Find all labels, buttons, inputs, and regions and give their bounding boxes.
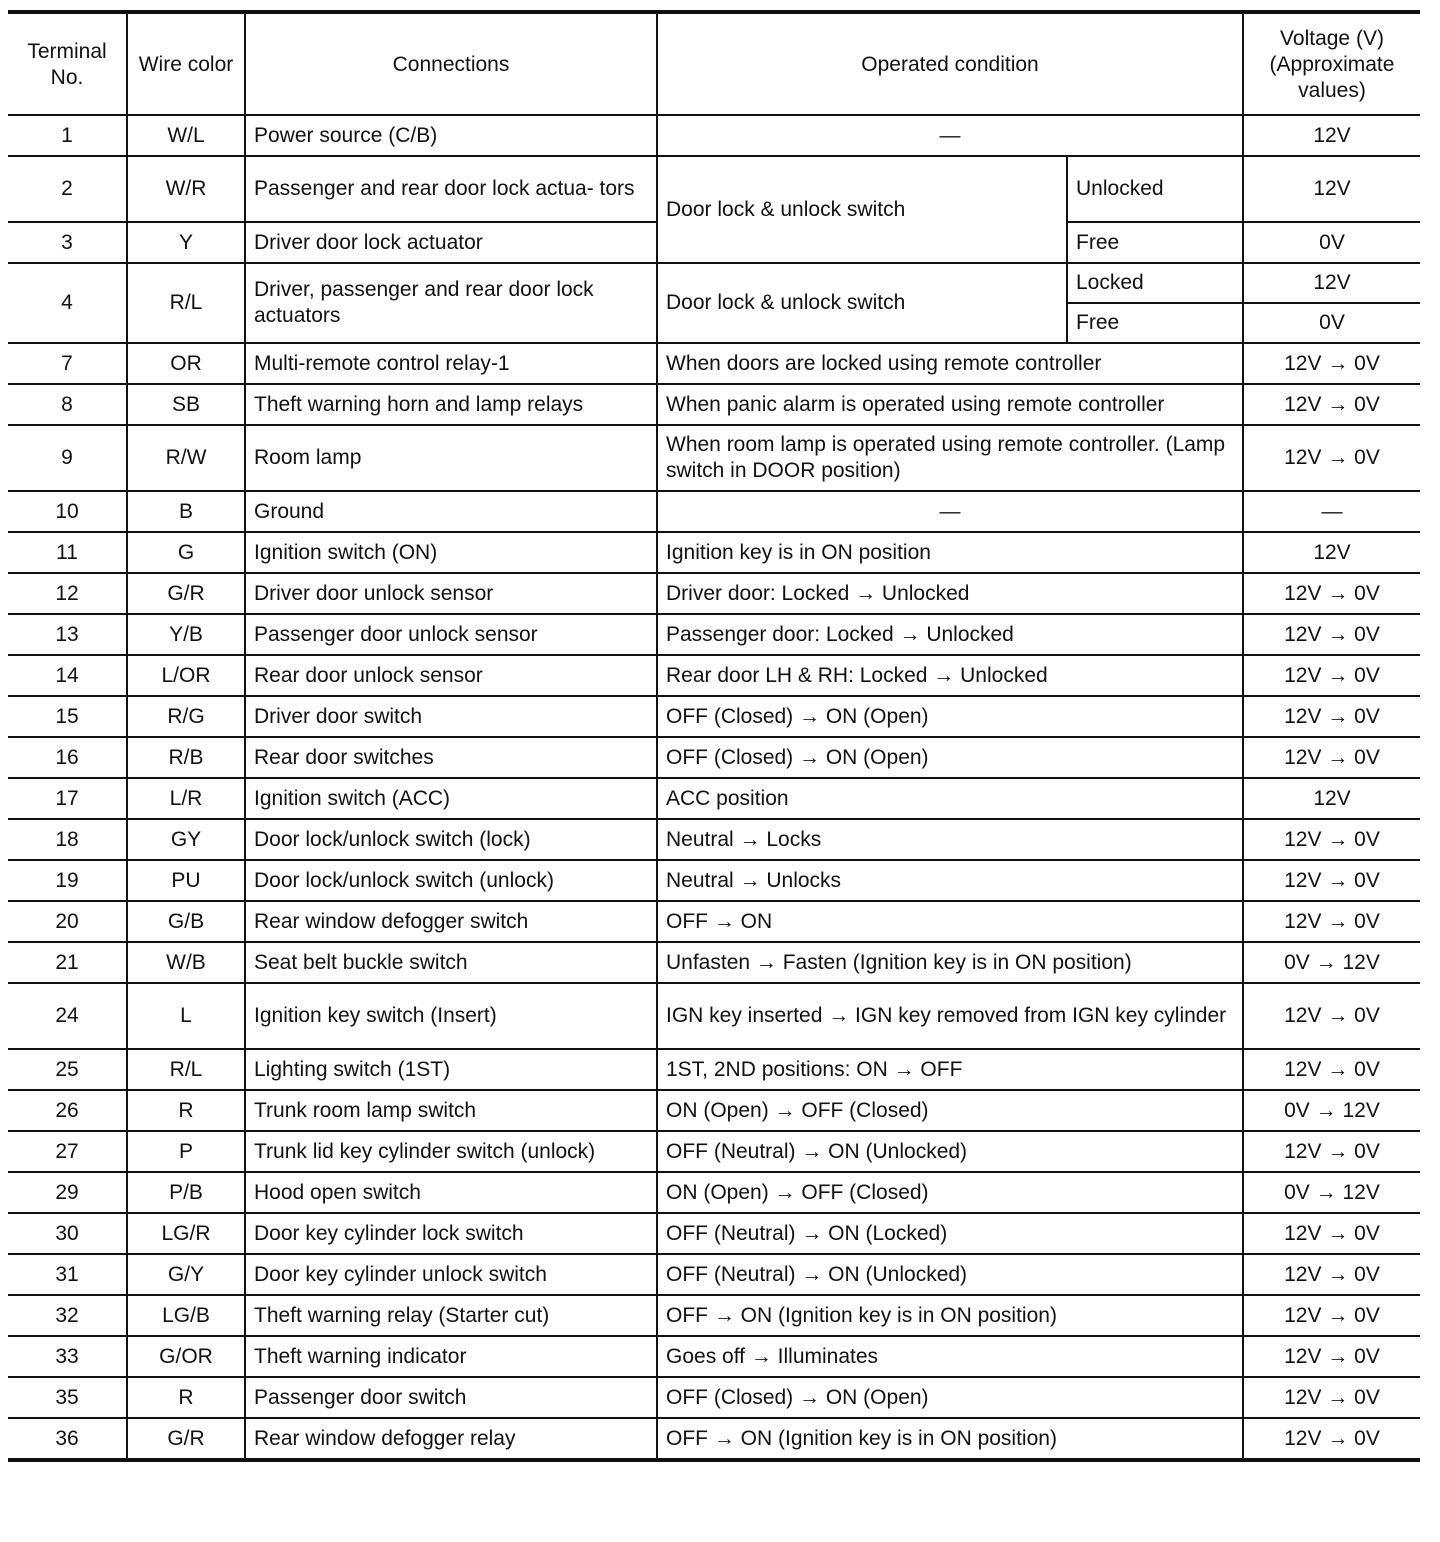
header-voltage: Voltage (V) (Approximate values) (1243, 12, 1420, 115)
condition-cell: 1ST, 2ND positions: ON → OFF (657, 1049, 1243, 1090)
wire-color-cell: R (127, 1090, 245, 1131)
condition-cell: OFF → ON (Ignition key is in ON position) (657, 1418, 1243, 1460)
voltage-cell: 12V → 0V (1243, 901, 1420, 942)
sub-condition-cell: Unlocked (1067, 156, 1243, 222)
terminal-table-container (8, 10, 1420, 1462)
table-row (8, 1213, 1420, 1254)
voltage-cell: 12V → 0V (1243, 614, 1420, 655)
header-wire-color: Wire color (127, 12, 245, 115)
condition-cell: OFF (Closed) → ON (Open) (657, 1377, 1243, 1418)
wire-color-cell: L/R (127, 778, 245, 819)
voltage-cell: 12V → 0V (1243, 1418, 1420, 1460)
condition-cell: Driver door: Locked → Unlocked (657, 573, 1243, 614)
table-row (8, 491, 1420, 532)
terminal-cell: 3 (8, 222, 127, 263)
voltage-cell: 0V → 12V (1243, 1090, 1420, 1131)
connection-cell: Ignition switch (ACC) (245, 778, 657, 819)
connection-cell: Door lock/unlock switch (unlock) (245, 860, 657, 901)
connection-cell: Power source (C/B) (245, 115, 657, 156)
wire-color-cell: OR (127, 343, 245, 384)
terminal-cell: 18 (8, 819, 127, 860)
condition-cell: Unfasten → Fasten (Ignition key is in ON position) (657, 942, 1243, 983)
voltage-cell: — (1243, 491, 1420, 532)
terminal-cell: 30 (8, 1213, 127, 1254)
table-header-row (8, 12, 1420, 115)
condition-cell: OFF → ON (657, 901, 1243, 942)
sub-condition-cell: Locked (1067, 263, 1243, 303)
terminal-cell: 14 (8, 655, 127, 696)
table-row (8, 115, 1420, 156)
table-row (8, 614, 1420, 655)
header-operated-condition: Operated condition (657, 12, 1243, 115)
voltage-cell: 12V (1243, 115, 1420, 156)
condition-cell: Door lock & unlock switch (657, 263, 1067, 343)
condition-cell: Passenger door: Locked → Unlocked (657, 614, 1243, 655)
table-row (8, 384, 1420, 425)
connection-cell: Door key cylinder unlock switch (245, 1254, 657, 1295)
connection-cell: Ignition switch (ON) (245, 532, 657, 573)
wire-color-cell: L (127, 983, 245, 1049)
table-row (8, 696, 1420, 737)
voltage-cell: 12V → 0V (1243, 384, 1420, 425)
wire-color-cell: PU (127, 860, 245, 901)
wire-color-cell: G/R (127, 573, 245, 614)
connection-cell: Driver door switch (245, 696, 657, 737)
wire-color-cell: G/B (127, 901, 245, 942)
table-row (8, 655, 1420, 696)
terminal-cell: 31 (8, 1254, 127, 1295)
terminal-cell: 17 (8, 778, 127, 819)
table-row (8, 942, 1420, 983)
wire-color-cell: R/W (127, 425, 245, 491)
wire-color-cell: GY (127, 819, 245, 860)
voltage-cell: 12V (1243, 156, 1420, 222)
sub-condition-cell: Free (1067, 303, 1243, 343)
voltage-cell: 12V → 0V (1243, 983, 1420, 1049)
terminal-cell: 26 (8, 1090, 127, 1131)
header-terminal: Terminal No. (8, 12, 127, 115)
terminal-cell: 11 (8, 532, 127, 573)
voltage-cell: 0V → 12V (1243, 942, 1420, 983)
voltage-cell: 12V → 0V (1243, 1131, 1420, 1172)
voltage-cell: 0V (1243, 222, 1420, 263)
wire-color-cell: W/R (127, 156, 245, 222)
table-row (8, 1049, 1420, 1090)
condition-cell: ON (Open) → OFF (Closed) (657, 1090, 1243, 1131)
connection-cell: Rear window defogger switch (245, 901, 657, 942)
table-row (8, 1377, 1420, 1418)
connection-cell: Trunk room lamp switch (245, 1090, 657, 1131)
condition-cell: Door lock & unlock switch (657, 156, 1067, 263)
terminal-cell: 29 (8, 1172, 127, 1213)
voltage-cell: 12V (1243, 263, 1420, 303)
terminal-cell: 12 (8, 573, 127, 614)
voltage-cell: 12V (1243, 778, 1420, 819)
voltage-cell: 12V → 0V (1243, 1254, 1420, 1295)
condition-cell: OFF (Closed) → ON (Open) (657, 737, 1243, 778)
condition-cell: Neutral → Unlocks (657, 860, 1243, 901)
voltage-cell: 12V → 0V (1243, 425, 1420, 491)
table-row (8, 1418, 1420, 1460)
condition-cell: OFF (Neutral) → ON (Unlocked) (657, 1254, 1243, 1295)
condition-cell: When doors are locked using remote controller (657, 343, 1243, 384)
voltage-cell: 12V → 0V (1243, 1295, 1420, 1336)
connection-cell: Rear door switches (245, 737, 657, 778)
terminal-cell: 7 (8, 343, 127, 384)
terminal-cell: 20 (8, 901, 127, 942)
connection-cell: Trunk lid key cylinder switch (unlock) (245, 1131, 657, 1172)
voltage-cell: 12V → 0V (1243, 343, 1420, 384)
connection-cell: Lighting switch (1ST) (245, 1049, 657, 1090)
terminal-cell: 32 (8, 1295, 127, 1336)
sub-condition-cell: Free (1067, 222, 1243, 263)
wire-color-cell: G/R (127, 1418, 245, 1460)
wire-color-cell: LG/R (127, 1213, 245, 1254)
terminal-cell: 8 (8, 384, 127, 425)
connection-cell: Driver door unlock sensor (245, 573, 657, 614)
connection-cell: Passenger and rear door lock actua- tors (245, 156, 657, 222)
table-row (8, 1336, 1420, 1377)
terminal-cell: 36 (8, 1418, 127, 1460)
condition-cell: — (657, 491, 1243, 532)
connection-cell: Driver, passenger and rear door lock actuators (245, 263, 657, 343)
connection-cell: Passenger door switch (245, 1377, 657, 1418)
connection-cell: Rear window defogger relay (245, 1418, 657, 1460)
wire-color-cell: P (127, 1131, 245, 1172)
table-row (8, 737, 1420, 778)
table-row (8, 1172, 1420, 1213)
connection-cell: Theft warning indicator (245, 1336, 657, 1377)
voltage-cell: 0V (1243, 303, 1420, 343)
voltage-cell: 12V → 0V (1243, 1377, 1420, 1418)
table-row (8, 1090, 1420, 1131)
terminal-cell: 25 (8, 1049, 127, 1090)
voltage-cell: 12V → 0V (1243, 860, 1420, 901)
connection-cell: Theft warning horn and lamp relays (245, 384, 657, 425)
terminal-cell: 15 (8, 696, 127, 737)
voltage-cell: 12V → 0V (1243, 1049, 1420, 1090)
terminal-cell: 19 (8, 860, 127, 901)
table-row (8, 532, 1420, 573)
wire-color-cell: R/G (127, 696, 245, 737)
connection-cell: Multi-remote control relay-1 (245, 343, 657, 384)
voltage-cell: 12V → 0V (1243, 819, 1420, 860)
condition-cell: Neutral → Locks (657, 819, 1243, 860)
voltage-cell: 12V → 0V (1243, 573, 1420, 614)
table-row (8, 778, 1420, 819)
wire-color-cell: LG/B (127, 1295, 245, 1336)
condition-cell: When panic alarm is operated using remote controller (657, 384, 1243, 425)
condition-cell: Goes off → Illuminates (657, 1336, 1243, 1377)
voltage-cell: 12V → 0V (1243, 1336, 1420, 1377)
wire-color-cell: R/L (127, 1049, 245, 1090)
connection-cell: Ignition key switch (Insert) (245, 983, 657, 1049)
connection-cell: Room lamp (245, 425, 657, 491)
terminal-cell: 10 (8, 491, 127, 532)
table-row (8, 819, 1420, 860)
wire-color-cell: G (127, 532, 245, 573)
wire-color-cell: B (127, 491, 245, 532)
terminal-cell: 33 (8, 1336, 127, 1377)
terminal-cell: 35 (8, 1377, 127, 1418)
table-row (8, 1295, 1420, 1336)
connection-cell: Door lock/unlock switch (lock) (245, 819, 657, 860)
terminal-cell: 16 (8, 737, 127, 778)
voltage-cell: 12V → 0V (1243, 737, 1420, 778)
table-row (8, 573, 1420, 614)
condition-cell: ACC position (657, 778, 1243, 819)
terminal-cell: 1 (8, 115, 127, 156)
terminal-cell: 2 (8, 156, 127, 222)
table-row (8, 860, 1420, 901)
voltage-cell: 12V → 0V (1243, 655, 1420, 696)
table-row (8, 156, 1420, 222)
terminal-cell: 24 (8, 983, 127, 1049)
voltage-cell: 0V → 12V (1243, 1172, 1420, 1213)
terminal-table (8, 10, 1420, 1462)
wire-color-cell: L/OR (127, 655, 245, 696)
wire-color-cell: Y (127, 222, 245, 263)
connection-cell: Driver door lock actuator (245, 222, 657, 263)
connection-cell: Seat belt buckle switch (245, 942, 657, 983)
condition-cell: Rear door LH & RH: Locked → Unlocked (657, 655, 1243, 696)
terminal-cell: 9 (8, 425, 127, 491)
voltage-cell: 12V (1243, 532, 1420, 573)
condition-cell: OFF (Neutral) → ON (Unlocked) (657, 1131, 1243, 1172)
connection-cell: Passenger door unlock sensor (245, 614, 657, 655)
terminal-cell: 4 (8, 263, 127, 343)
condition-cell: ON (Open) → OFF (Closed) (657, 1172, 1243, 1213)
wire-color-cell: W/B (127, 942, 245, 983)
table-row (8, 1131, 1420, 1172)
connection-cell: Theft warning relay (Starter cut) (245, 1295, 657, 1336)
wire-color-cell: R/B (127, 737, 245, 778)
wire-color-cell: R (127, 1377, 245, 1418)
terminal-cell: 13 (8, 614, 127, 655)
connection-cell: Rear door unlock sensor (245, 655, 657, 696)
connection-cell: Door key cylinder lock switch (245, 1213, 657, 1254)
table-row (8, 1254, 1420, 1295)
wire-color-cell: R/L (127, 263, 245, 343)
wire-color-cell: W/L (127, 115, 245, 156)
wire-color-cell: SB (127, 384, 245, 425)
connection-cell: Ground (245, 491, 657, 532)
condition-cell: — (657, 115, 1243, 156)
condition-cell: When room lamp is operated using remote controller. (Lamp switch in DOOR position) (657, 425, 1243, 491)
voltage-cell: 12V → 0V (1243, 696, 1420, 737)
terminal-cell: 27 (8, 1131, 127, 1172)
condition-cell: OFF (Neutral) → ON (Locked) (657, 1213, 1243, 1254)
wire-color-cell: G/OR (127, 1336, 245, 1377)
condition-cell: OFF → ON (Ignition key is in ON position) (657, 1295, 1243, 1336)
wire-color-cell: G/Y (127, 1254, 245, 1295)
condition-cell: OFF (Closed) → ON (Open) (657, 696, 1243, 737)
condition-cell: IGN key inserted → IGN key removed from IGN key cylinder (657, 983, 1243, 1049)
terminal-cell: 21 (8, 942, 127, 983)
wire-color-cell: P/B (127, 1172, 245, 1213)
condition-cell: Ignition key is in ON position (657, 532, 1243, 573)
table-row (8, 901, 1420, 942)
table-row (8, 425, 1420, 491)
connection-cell: Hood open switch (245, 1172, 657, 1213)
table-row (8, 983, 1420, 1049)
table-row (8, 343, 1420, 384)
wire-color-cell: Y/B (127, 614, 245, 655)
voltage-cell: 12V → 0V (1243, 1213, 1420, 1254)
table-row (8, 263, 1420, 303)
header-connections: Connections (245, 12, 657, 115)
